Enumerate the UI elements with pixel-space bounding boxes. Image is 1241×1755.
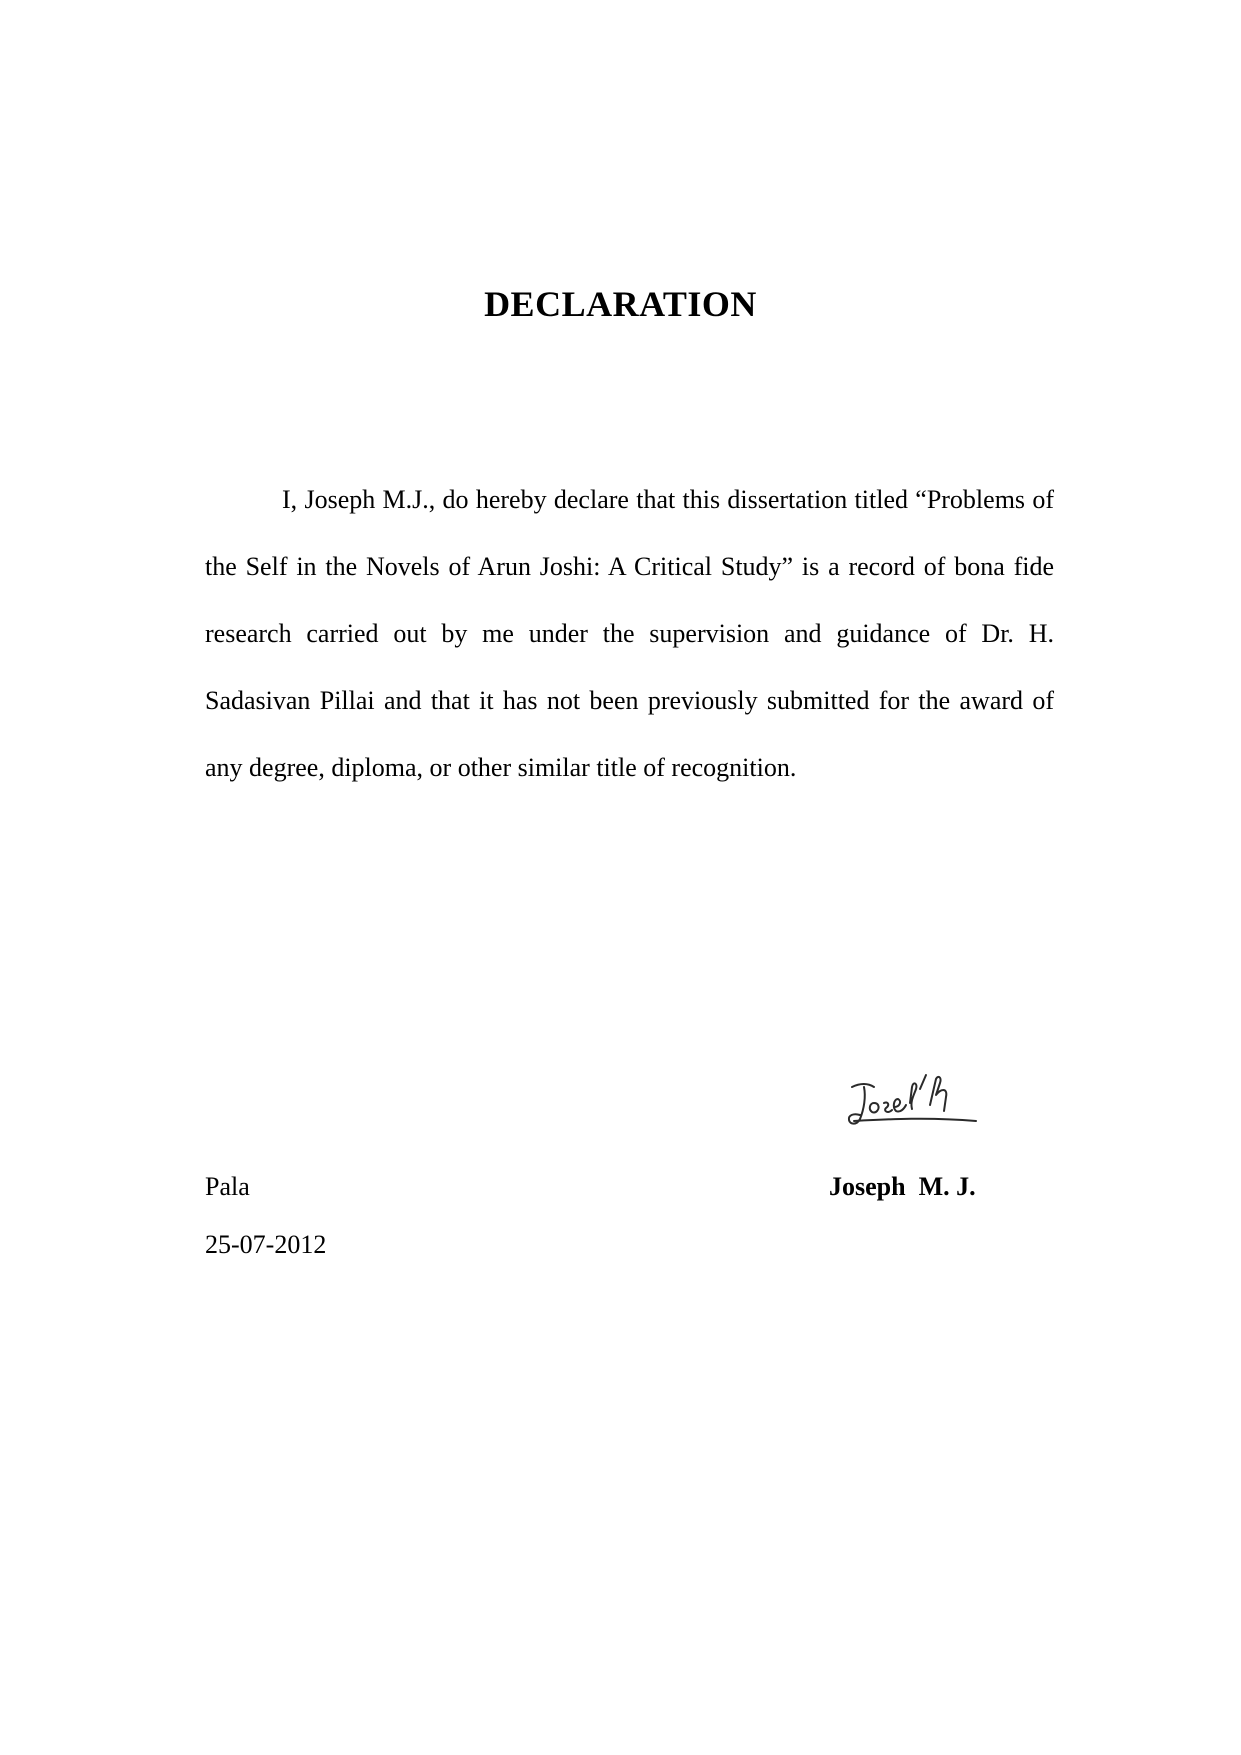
page-title: DECLARATION <box>484 284 757 324</box>
place-text: Pala <box>205 1172 250 1201</box>
declaration-paragraph: I, Joseph M.J., do hereby declare that this dissertation titled “Problems of the Self in the Novels of Arun Joshi: A Critical Study” is a record of bona fide research carried out by me under the supervision and guidance of Dr. H. Sadasivan Pillai and that it has not been previously submitted for the award of any degree, diploma, or other similar title of recognition. <box>205 485 1054 782</box>
handwritten-signature <box>840 1065 990 1140</box>
signer-name: Joseph M. J. <box>829 1172 976 1201</box>
date-text: 25-07-2012 <box>205 1230 327 1259</box>
